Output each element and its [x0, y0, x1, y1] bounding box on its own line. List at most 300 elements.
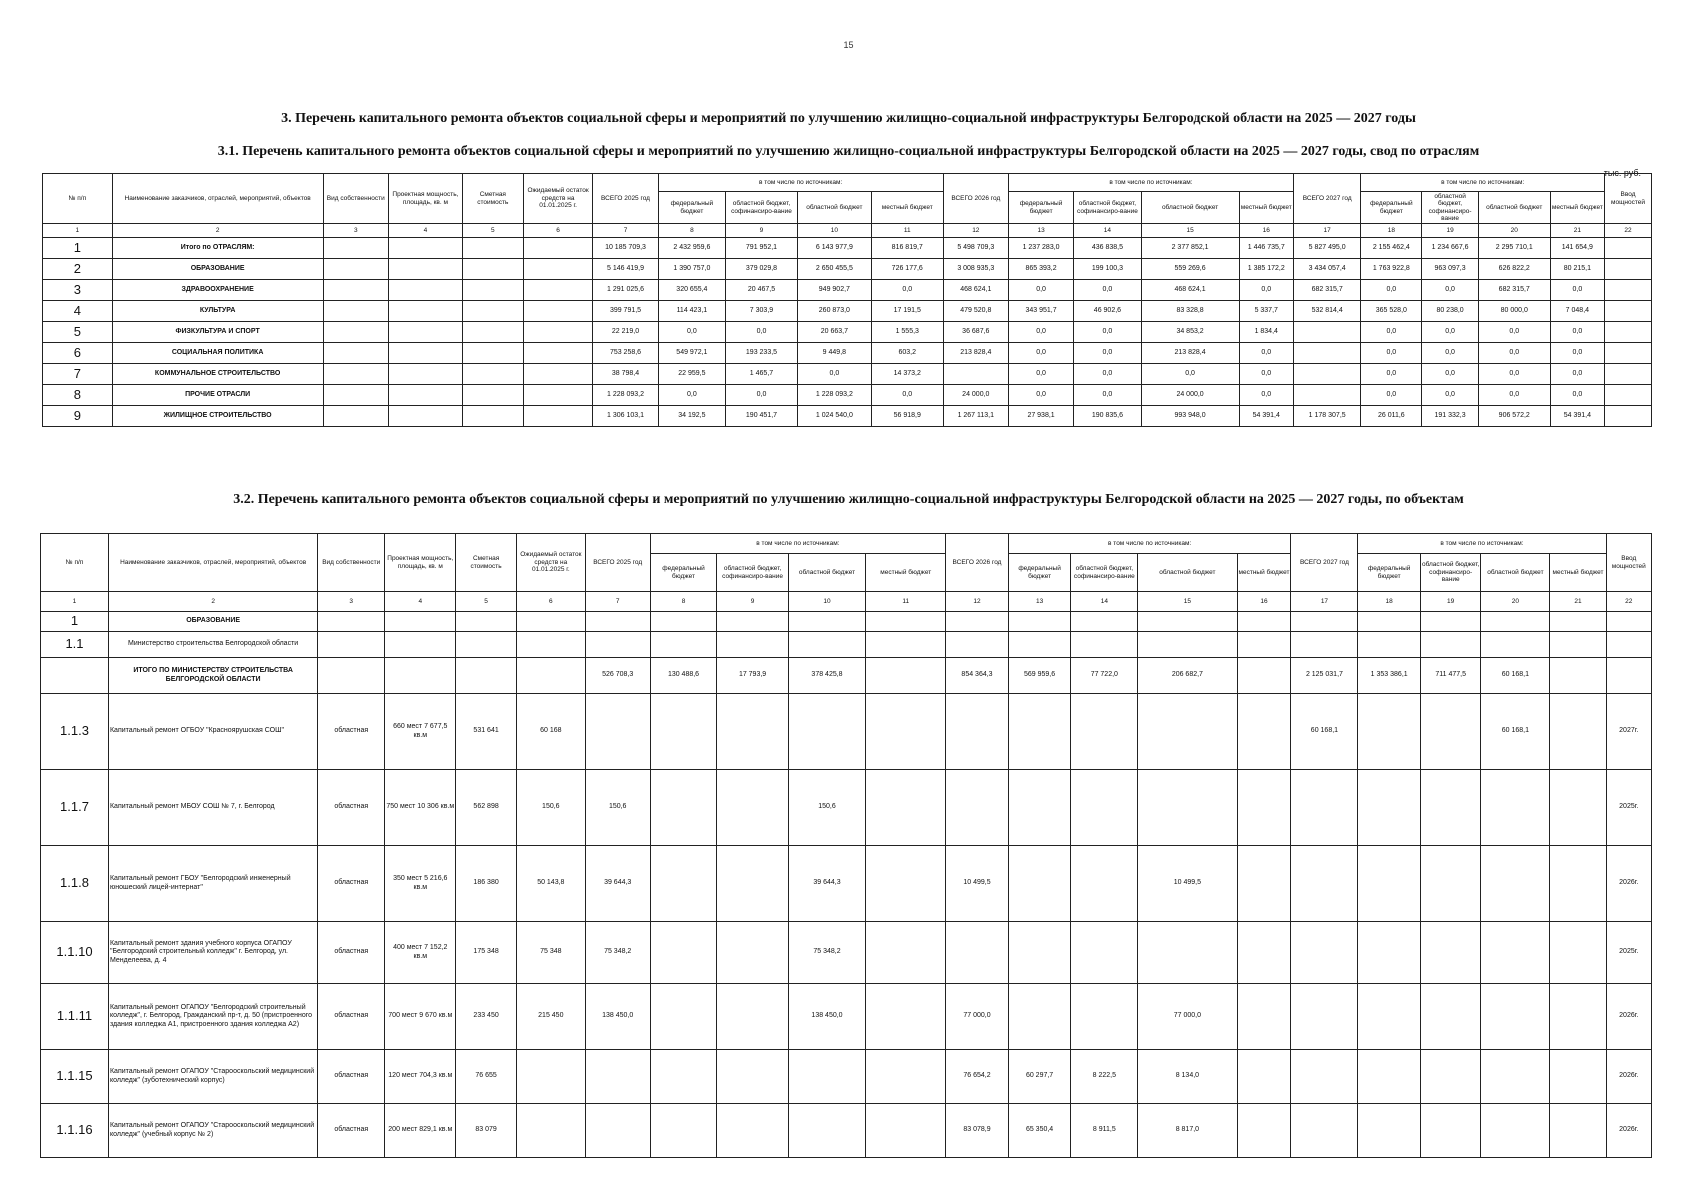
value-cell: 2 650 455,5 [797, 259, 871, 280]
object-name: Капитальный ремонт ОГАПОУ "Старооскольский медицинский колледж" (учебный корпус № 2) [108, 1104, 317, 1158]
value-cell: 0,0 [1550, 385, 1604, 406]
value-cell: 6 143 977,9 [797, 238, 871, 259]
capacity-cell: 200 мест 829,1 кв.м [385, 1104, 456, 1158]
regional-cofin-budget-y2025-header: областной бюджет, софинансиро-вание [726, 192, 798, 224]
value-cell: 1 385 172,2 [1239, 259, 1293, 280]
commission-year: 2025г. [1606, 922, 1651, 984]
column-number: 6 [523, 224, 593, 238]
value-cell: 10 499,5 [1138, 846, 1237, 922]
value-cell: 468 624,1 [943, 280, 1008, 301]
value-cell: 626 822,2 [1478, 259, 1550, 280]
sources-y2026-header: в том числе по источникам: [1008, 534, 1291, 554]
value-cell [1550, 770, 1606, 846]
object-row [41, 770, 1652, 846]
column-number: 22 [1605, 224, 1652, 238]
column-number: 3 [323, 224, 388, 238]
empty-cell [456, 632, 516, 658]
value-cell [1481, 770, 1550, 846]
column-number: 21 [1550, 592, 1606, 612]
row-number: 2 [43, 259, 113, 280]
column-number: 2 [112, 224, 323, 238]
value-cell: 80 215,1 [1550, 259, 1604, 280]
value-cell: 0,0 [1550, 343, 1604, 364]
column-number: 14 [1074, 224, 1141, 238]
value-cell: 54 391,4 [1239, 406, 1293, 427]
capacity-cell: 400 мест 7 152,2 кв.м [385, 922, 456, 984]
value-cell [1237, 658, 1291, 694]
total-y2026-header: ВСЕГО 2026 год [946, 534, 1009, 592]
capacity-header: Проектная мощность, площадь, кв. м [385, 534, 456, 592]
value-cell: 39 644,3 [788, 846, 866, 922]
value-cell: 76 654,2 [946, 1050, 1009, 1104]
value-cell [946, 770, 1009, 846]
value-cell: 20 663,7 [797, 322, 871, 343]
value-cell [1008, 922, 1071, 984]
value-cell [1420, 694, 1480, 770]
remainder-cell: 150,6 [516, 770, 585, 846]
value-cell [1550, 1104, 1606, 1158]
empty-cell [523, 385, 593, 406]
commission-year: 2026г. [1606, 1104, 1651, 1158]
sector-name: СОЦИАЛЬНАЯ ПОЛИТИКА [112, 343, 323, 364]
value-cell: 83 328,8 [1141, 301, 1239, 322]
summary-row [43, 406, 1652, 427]
empty-cell [1420, 612, 1480, 632]
objects-table-header [41, 534, 1652, 612]
value-cell: 7 048,4 [1550, 301, 1604, 322]
objects-table-body [41, 612, 1652, 1158]
column-number: 8 [650, 592, 717, 612]
commission-header: Ввод мощностей [1606, 534, 1651, 592]
value-cell: 2 377 852,1 [1141, 238, 1239, 259]
value-cell [1605, 259, 1652, 280]
value-cell [1291, 770, 1358, 846]
value-cell: 0,0 [871, 385, 943, 406]
value-cell [1071, 922, 1138, 984]
empty-cell [717, 612, 788, 632]
value-cell: 320 655,4 [658, 280, 725, 301]
value-cell: 190 451,7 [726, 406, 798, 427]
value-cell [1293, 322, 1360, 343]
value-cell: 54 391,4 [1550, 406, 1604, 427]
value-cell [650, 1050, 717, 1104]
sources-y2027-header: в том числе по источникам: [1358, 534, 1606, 554]
empty-cell [516, 658, 585, 694]
ownership-cell: областная [318, 1050, 385, 1104]
object-number: 1.1.8 [41, 846, 109, 922]
empty-cell [385, 612, 456, 632]
summary-row [43, 280, 1652, 301]
value-cell: 65 350,4 [1008, 1104, 1071, 1158]
value-cell: 365 528,0 [1361, 301, 1422, 322]
empty-cell [523, 280, 593, 301]
value-cell: 22 959,5 [658, 364, 725, 385]
empty-cell [1550, 632, 1606, 658]
column-number: 12 [943, 224, 1008, 238]
value-cell: 56 918,9 [871, 406, 943, 427]
empty-cell [788, 612, 866, 632]
row-number: 8 [43, 385, 113, 406]
value-cell: 22 219,0 [593, 322, 658, 343]
value-cell: 0,0 [1422, 364, 1479, 385]
value-cell: 5 337,7 [1239, 301, 1293, 322]
ownership-header: Вид собственности [323, 174, 388, 224]
value-cell [1605, 301, 1652, 322]
group-number: 1 [41, 612, 109, 632]
value-cell [650, 770, 717, 846]
sources-y2026-header: в том числе по источникам: [1008, 174, 1293, 192]
value-cell: 8 222,5 [1071, 1050, 1138, 1104]
value-cell: 0,0 [1008, 322, 1073, 343]
value-cell [717, 770, 788, 846]
value-cell [1481, 1104, 1550, 1158]
object-number: 1.1.15 [41, 1050, 109, 1104]
value-cell: 190 835,6 [1074, 406, 1141, 427]
commission-header: Ввод мощностей [1605, 174, 1652, 224]
regional-budget-y2026-header: областной бюджет [1138, 554, 1237, 592]
value-cell [717, 922, 788, 984]
column-number: 10 [788, 592, 866, 612]
value-cell: 1 228 093,2 [593, 385, 658, 406]
name-header: Наименование заказчиков, отраслей, мероприятий, объектов [112, 174, 323, 224]
summary-row [43, 343, 1652, 364]
value-cell [788, 1104, 866, 1158]
column-number: 18 [1358, 592, 1421, 612]
value-cell [1481, 922, 1550, 984]
remainder-header: Ожидаемый остаток средств на 01.01.2025 г. [516, 534, 585, 592]
value-cell: 1 237 283,0 [1008, 238, 1073, 259]
empty-cell [866, 632, 946, 658]
sources-y2027-header: в том числе по источникам: [1361, 174, 1605, 192]
value-cell: 549 972,1 [658, 343, 725, 364]
value-cell: 559 269,6 [1141, 259, 1239, 280]
empty-cell [866, 612, 946, 632]
value-cell [1237, 1104, 1291, 1158]
value-cell [1550, 658, 1606, 694]
value-cell: 0,0 [1361, 364, 1422, 385]
empty-cell [323, 238, 388, 259]
column-number: 6 [516, 592, 585, 612]
empty-cell [1606, 612, 1651, 632]
value-cell [1237, 1050, 1291, 1104]
object-row [41, 984, 1652, 1050]
value-cell [1008, 984, 1071, 1050]
object-name: Капитальный ремонт ОГБОУ "Красноярушская СОШ" [108, 694, 317, 770]
empty-cell [323, 280, 388, 301]
column-number: 17 [1293, 224, 1360, 238]
value-cell: 77 000,0 [1138, 984, 1237, 1050]
group-row [41, 612, 1652, 632]
value-cell [1071, 770, 1138, 846]
column-number: 1 [41, 592, 109, 612]
empty-cell [462, 259, 523, 280]
empty-cell [523, 259, 593, 280]
num-header: № п/п [41, 534, 109, 592]
empty-cell [1138, 612, 1237, 632]
value-cell: 949 902,7 [797, 280, 871, 301]
value-cell [1550, 922, 1606, 984]
value-cell: 1 763 922,8 [1361, 259, 1422, 280]
object-number: 1.1.16 [41, 1104, 109, 1158]
empty-cell [318, 612, 385, 632]
empty-cell [1071, 632, 1138, 658]
value-cell [946, 922, 1009, 984]
value-cell: 60 168,1 [1481, 658, 1550, 694]
value-cell [1071, 984, 1138, 1050]
value-cell: 193 233,5 [726, 343, 798, 364]
row-number: 4 [43, 301, 113, 322]
value-cell: 8 817,0 [1138, 1104, 1237, 1158]
value-cell: 0,0 [1478, 322, 1550, 343]
cost-cell: 175 348 [456, 922, 516, 984]
regional-cofin-budget-y2027-header: областной бюджет, софинансиро-вание [1422, 192, 1479, 224]
column-number: 18 [1361, 224, 1422, 238]
value-cell: 0,0 [1550, 280, 1604, 301]
num-header: № п/п [43, 174, 113, 224]
column-number: 15 [1141, 224, 1239, 238]
value-cell [866, 1050, 946, 1104]
value-cell: 1 228 093,2 [797, 385, 871, 406]
column-number: 8 [658, 224, 725, 238]
object-row [41, 846, 1652, 922]
empty-cell [1071, 612, 1138, 632]
value-cell: 379 029,8 [726, 259, 798, 280]
row-number: 3 [43, 280, 113, 301]
value-cell: 0,0 [1478, 364, 1550, 385]
section-3-2-title: 3.2. Перечень капитального ремонта объектов социальной сферы и мероприятий по улучшению жилищно-социальной инфраструктуры Белгородской области на 2025 — 2027 годы, по объектам [233, 492, 1464, 507]
value-cell: 378 425,8 [788, 658, 866, 694]
value-cell: 0,0 [1008, 364, 1073, 385]
value-cell: 603,2 [871, 343, 943, 364]
value-cell [650, 694, 717, 770]
column-number: 11 [866, 592, 946, 612]
object-number: 1.1.7 [41, 770, 109, 846]
value-cell: 1 834,4 [1239, 322, 1293, 343]
empty-cell [323, 364, 388, 385]
value-cell: 791 952,1 [726, 238, 798, 259]
regional-budget-y2027-header: областной бюджет [1481, 554, 1550, 592]
ministry-total-row [41, 658, 1652, 694]
empty-cell [946, 632, 1009, 658]
empty-cell [1291, 632, 1358, 658]
value-cell: 213 828,4 [1141, 343, 1239, 364]
sector-name: ПРОЧИЕ ОТРАСЛИ [112, 385, 323, 406]
empty-cell [650, 612, 717, 632]
value-cell: 468 624,1 [1141, 280, 1239, 301]
empty-cell [323, 385, 388, 406]
value-cell: 569 959,6 [1008, 658, 1071, 694]
value-cell: 7 303,9 [726, 301, 798, 322]
value-cell [1420, 770, 1480, 846]
commission-year: 2026г. [1606, 1050, 1651, 1104]
value-cell: 260 873,0 [797, 301, 871, 322]
value-cell: 75 348,2 [788, 922, 866, 984]
value-cell [1605, 364, 1652, 385]
column-number: 3 [318, 592, 385, 612]
name-header: Наименование заказчиков, отраслей, мероприятий, объектов [108, 534, 317, 592]
remainder-cell: 75 348 [516, 922, 585, 984]
value-cell: 1 555,3 [871, 322, 943, 343]
value-cell [1138, 922, 1237, 984]
value-cell: 1 267 113,1 [943, 406, 1008, 427]
value-cell: 816 819,7 [871, 238, 943, 259]
empty-cell [650, 632, 717, 658]
column-number: 5 [456, 592, 516, 612]
cost-cell: 233 450 [456, 984, 516, 1050]
value-cell [1550, 1050, 1606, 1104]
summary-row [43, 301, 1652, 322]
value-cell: 75 348,2 [585, 922, 650, 984]
value-cell: 2 155 462,4 [1361, 238, 1422, 259]
value-cell: 1 178 307,5 [1293, 406, 1360, 427]
value-cell [1606, 658, 1651, 694]
value-cell: 0,0 [1361, 322, 1422, 343]
column-number: 4 [388, 224, 462, 238]
sector-name: ФИЗКУЛЬТУРА И СПОРТ [112, 322, 323, 343]
value-cell: 38 798,4 [593, 364, 658, 385]
sector-name: Итого по ОТРАСЛЯМ: [112, 238, 323, 259]
value-cell [866, 770, 946, 846]
column-number: 11 [871, 224, 943, 238]
column-number: 9 [717, 592, 788, 612]
value-cell: 526 708,3 [585, 658, 650, 694]
value-cell: 39 644,3 [585, 846, 650, 922]
column-number: 16 [1237, 592, 1291, 612]
value-cell: 1 465,7 [726, 364, 798, 385]
value-cell [585, 694, 650, 770]
ministry-total-name: ИТОГО ПО МИНИСТЕРСТВУ СТРОИТЕЛЬСТВА БЕЛГОРОДСКОЙ ОБЛАСТИ [108, 658, 317, 694]
row-number: 7 [43, 364, 113, 385]
value-cell: 3 434 057,4 [1293, 259, 1360, 280]
value-cell: 0,0 [1361, 280, 1422, 301]
value-cell [1291, 846, 1358, 922]
object-number: 1.1.3 [41, 694, 109, 770]
empty-cell [323, 301, 388, 322]
empty-cell [717, 632, 788, 658]
cost-cell: 83 079 [456, 1104, 516, 1158]
value-cell: 0,0 [1478, 343, 1550, 364]
local-budget-y2027-header: местный бюджет [1550, 192, 1604, 224]
column-number: 7 [585, 592, 650, 612]
subgroup-number: 1.1 [41, 632, 109, 658]
value-cell [650, 846, 717, 922]
column-number: 7 [593, 224, 658, 238]
ownership-cell: областная [318, 922, 385, 984]
empty-cell [456, 612, 516, 632]
summary-table-body [43, 238, 1652, 427]
object-name: Капитальный ремонт здания учебного корпуса ОГАПОУ "Белгородский строительный колледж" г. Белгород, ул. Менделеева, д. 4 [108, 922, 317, 984]
value-cell [1550, 846, 1606, 922]
empty-cell [523, 406, 593, 427]
value-cell: 963 097,3 [1422, 259, 1479, 280]
value-cell [1138, 694, 1237, 770]
summary-row [43, 364, 1652, 385]
value-cell: 1 291 025,6 [593, 280, 658, 301]
row-number: 6 [43, 343, 113, 364]
value-cell [1420, 984, 1480, 1050]
value-cell: 0,0 [726, 322, 798, 343]
empty-cell [585, 632, 650, 658]
group-name: ОБРАЗОВАНИЕ [108, 612, 317, 632]
sector-name: ЗДРАВООХРАНЕНИЕ [112, 280, 323, 301]
object-name: Капитальный ремонт МБОУ СОШ № 7, г. Белгород [108, 770, 317, 846]
value-cell [1481, 984, 1550, 1050]
value-cell: 1 446 735,7 [1239, 238, 1293, 259]
value-cell [717, 694, 788, 770]
value-cell: 0,0 [1550, 322, 1604, 343]
empty-cell [456, 658, 516, 694]
value-cell: 80 000,0 [1478, 301, 1550, 322]
value-cell: 0,0 [1074, 364, 1141, 385]
value-cell: 0,0 [1550, 364, 1604, 385]
value-cell: 0,0 [658, 385, 725, 406]
empty-cell [323, 322, 388, 343]
value-cell [1358, 984, 1421, 1050]
value-cell: 2 432 959,6 [658, 238, 725, 259]
summary-row [43, 238, 1652, 259]
value-cell: 5 827 495,0 [1293, 238, 1360, 259]
value-cell: 114 423,1 [658, 301, 725, 322]
commission-year: 2025г. [1606, 770, 1651, 846]
value-cell [866, 694, 946, 770]
ownership-cell: областная [318, 1104, 385, 1158]
value-cell: 753 258,6 [593, 343, 658, 364]
summary-table [42, 173, 1652, 427]
unit-label: тыс. руб. [1603, 168, 1641, 178]
empty-cell [523, 301, 593, 322]
empty-cell [1237, 612, 1291, 632]
value-cell [1605, 238, 1652, 259]
value-cell: 1 024 540,0 [797, 406, 871, 427]
value-cell [1291, 984, 1358, 1050]
empty-cell [323, 406, 388, 427]
value-cell [1420, 846, 1480, 922]
value-cell [1237, 922, 1291, 984]
value-cell: 343 951,7 [1008, 301, 1073, 322]
empty-cell [523, 322, 593, 343]
value-cell: 130 488,6 [650, 658, 717, 694]
value-cell: 0,0 [1008, 280, 1073, 301]
value-cell: 213 828,4 [943, 343, 1008, 364]
value-cell: 0,0 [1008, 385, 1073, 406]
total-y2027-header: ВСЕГО 2027 год [1293, 174, 1360, 224]
commission-year: 2027г. [1606, 694, 1651, 770]
local-budget-y2026-header: местный бюджет [1239, 192, 1293, 224]
column-number: 12 [946, 592, 1009, 612]
value-cell [1237, 694, 1291, 770]
value-cell: 0,0 [658, 322, 725, 343]
federal-budget-y2027-header: федеральный бюджет [1361, 192, 1422, 224]
federal-budget-y2025-header: федеральный бюджет [658, 192, 725, 224]
value-cell [1605, 322, 1652, 343]
sources-y2025-header: в том числе по источникам: [658, 174, 943, 192]
sector-name: ОБРАЗОВАНИЕ [112, 259, 323, 280]
value-cell: 24 000,0 [1141, 385, 1239, 406]
value-cell [1605, 406, 1652, 427]
value-cell [866, 1104, 946, 1158]
empty-cell [1358, 632, 1421, 658]
empty-cell [462, 343, 523, 364]
value-cell: 0,0 [1239, 364, 1293, 385]
value-cell: 27 938,1 [1008, 406, 1073, 427]
value-cell: 26 011,6 [1361, 406, 1422, 427]
value-cell: 1 234 667,6 [1422, 238, 1479, 259]
value-cell: 46 902,6 [1074, 301, 1141, 322]
object-number: 1.1.11 [41, 984, 109, 1050]
value-cell: 854 364,3 [946, 658, 1009, 694]
value-cell: 0,0 [1074, 280, 1141, 301]
ownership-cell: областная [318, 984, 385, 1050]
